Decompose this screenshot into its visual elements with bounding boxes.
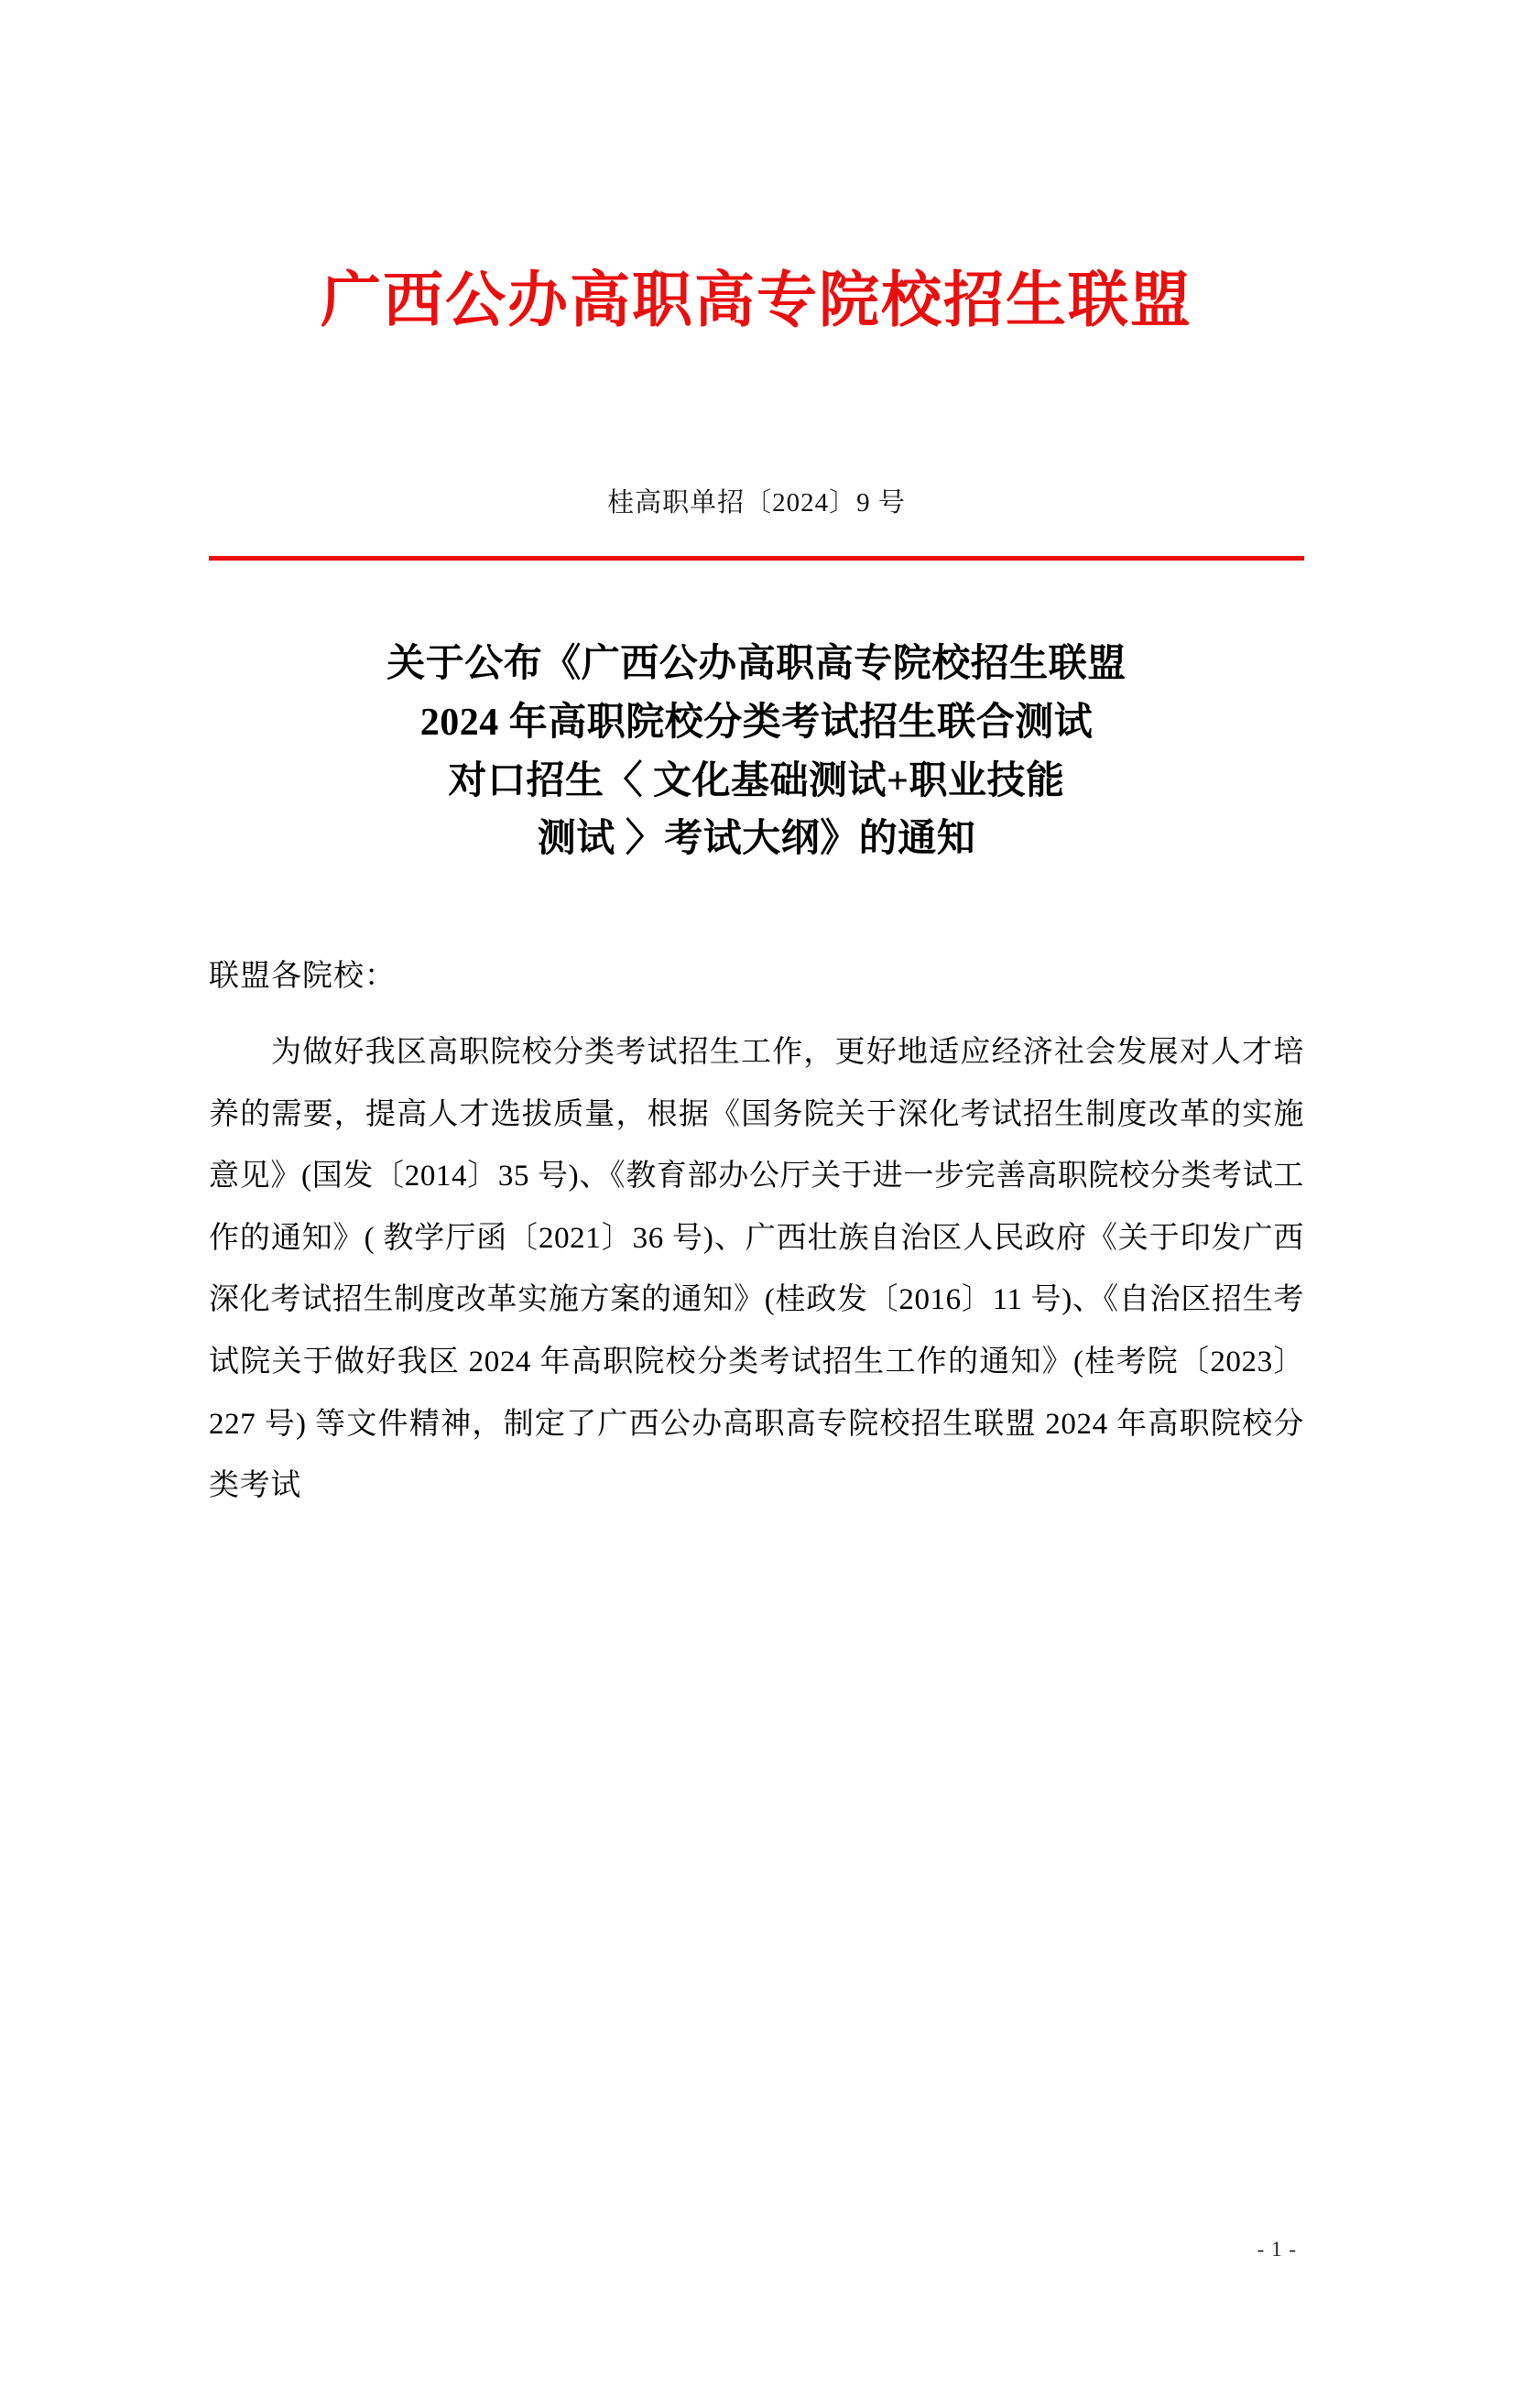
body-paragraph: 为做好我区高职院校分类考试招生工作，更好地适应经济社会发展对人才培养的需要，提高人才选拔质量，根据《国务院关于深化考试招生制度改革的实施意见》(国发〔2014〕35 号)、《教育部办公厅关于进一步完善高职院校分类考试工作的通知》( 教学厅函〔2021〕36 号)、广西壮族自治区人民政府《关于印发广西深化考试招生制度改革实施方案的通知》(桂政发〔2016〕11 号)、《自治区招生考试院关于做好我区 2024 年高职院校分类考试招生工作的通知》(桂考院〔2023〕227 号) 等文件精神，制定了广西公办高职高专院校招生联盟 2024 年高职院校分类考试 <box>209 1035 1304 1503</box>
page-title-line-2: 2024 年高职院校分类考试招生联合测试 <box>419 701 1094 744</box>
page-title-line-4: 测试 〉考试大纲》的通知 <box>537 818 976 861</box>
document-page <box>0 266 1513 2408</box>
page-number: - 1 - <box>1257 2238 1297 2261</box>
red-divider-rule <box>209 556 1304 561</box>
page-title <box>209 636 1304 869</box>
salutation: 联盟各院校： <box>209 960 396 994</box>
page-title-line-3: 对口招生〈 文化基础测试+职业技能 <box>448 759 1065 802</box>
masthead-title: 广西公办高职高专院校招生联盟 <box>321 264 1192 335</box>
document-number: 桂高职单招〔2024〕9 号 <box>607 487 906 518</box>
page-title-line-1: 关于公布《广西公办高职高专院校招生联盟 <box>386 642 1127 685</box>
